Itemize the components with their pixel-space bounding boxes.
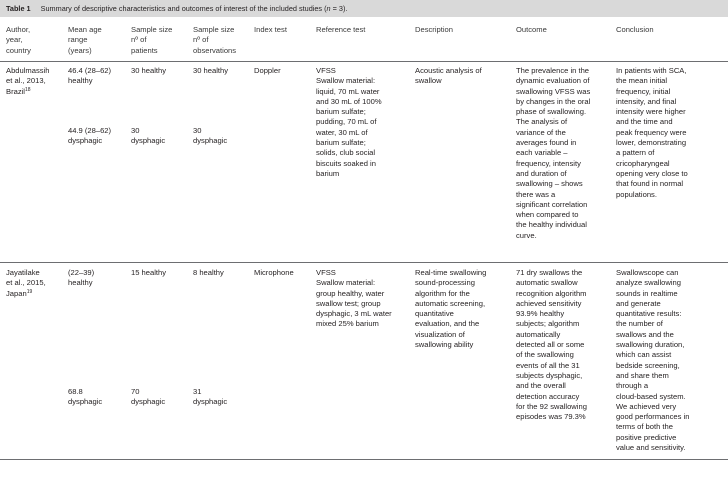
row1-description: Acoustic analysis of swallow bbox=[415, 66, 482, 86]
table-caption-bar bbox=[0, 0, 728, 17]
row1-age-dysphagic: 44.9 (28–62) dysphagic bbox=[68, 126, 112, 146]
row2-age-healthy: (22–39) healthy bbox=[68, 268, 95, 288]
table-caption bbox=[6, 4, 347, 13]
table-title-n: n bbox=[326, 4, 331, 13]
row1-index-test: Doppler bbox=[254, 66, 281, 75]
table-title: Summary of descriptive characteristics and outcomes of interest of the included studies ( bbox=[40, 4, 327, 13]
row1-obs-dysphagic: 30 dysphagic bbox=[193, 126, 228, 146]
header-n-obs: Sample size nº of observations bbox=[193, 25, 237, 55]
row2-obs-dysphagic: 31 dysphagic bbox=[193, 387, 228, 407]
row2-author-ref: 19 bbox=[26, 288, 33, 295]
row2-reference: VFSS Swallow material: group healthy, water swallow test; group dysphagic, 3 mL water mixed 25% barium bbox=[316, 268, 392, 329]
row2-patients-healthy: 15 healthy bbox=[131, 268, 167, 277]
header-divider bbox=[0, 61, 728, 62]
row1-conclusion: In patients with SCA, the mean initial frequency, initial intensity, and final intensity were higher and the time and peak frequency were lower, demonstrating a pattern of cricopharyngeal opening very close to that found in normal populations. bbox=[616, 66, 688, 199]
row1-patients-dysphagic: 30 dysphagic bbox=[131, 126, 166, 146]
row2-author bbox=[6, 268, 46, 299]
row1-author-ref: 18 bbox=[25, 86, 31, 93]
row1-age-healthy: 46.4 (28–62) healthy bbox=[68, 66, 112, 86]
row2-index-test: Microphone bbox=[254, 268, 294, 277]
row1-author bbox=[6, 66, 49, 97]
row2-age-dysphagic: 68.8 dysphagic bbox=[68, 387, 103, 407]
header-description: Description bbox=[415, 25, 453, 34]
row1-reference: VFSS Swallow material: liquid, 70 mL water and 30 mL of 100% barium sulfate; pudding, 70 mL of water, 30 mL of barium sulfate; solids, club social biscuits soaked in barium bbox=[316, 66, 382, 178]
header-n-patients: Sample size nº of patients bbox=[131, 25, 173, 55]
row2-outcome: 71 dry swallows the automatic swallow recognition algorithm achieved sensitivity 93.9% healthy subjects; algorithm automatically detected all or some of the swallowing events of all the 31 subjects dysphagic, and the overall detection accuracy for the 92 swallowing episodes was 79.3% bbox=[516, 268, 587, 422]
row2-conclusion: Swallowscope can analyze swallowing sounds in realtime and generate quantitative results: the number of swallows and the swallowing duration, which can assist bedside screening, and share them through a cloud-based system. We achieved very good performances in terms of both the positive predictive value and sensitivity. bbox=[616, 268, 690, 453]
row2-patients-dysphagic: 70 dysphagic bbox=[131, 387, 166, 407]
row2-obs-healthy: 8 healthy bbox=[193, 268, 224, 277]
header-index-test: Index test bbox=[254, 25, 287, 34]
row2-author-text: Jayatilake et al., 2015, Japan bbox=[6, 268, 46, 298]
table-bottom-rule bbox=[0, 459, 728, 460]
header-author: Author, year, country bbox=[6, 25, 31, 55]
table-title-end: = 3). bbox=[330, 4, 348, 13]
row1-author-text: Abdulmassih et al., 2013, Brazil bbox=[6, 66, 50, 96]
row-divider bbox=[0, 262, 728, 263]
header-conclusion: Conclusion bbox=[616, 25, 654, 34]
header-age: Mean age range (years) bbox=[68, 25, 102, 55]
table-label: Table 1 bbox=[6, 4, 31, 13]
row1-obs-healthy: 30 healthy bbox=[193, 66, 229, 75]
header-outcome: Outcome bbox=[516, 25, 547, 34]
row1-outcome: The prevalence in the dynamic evaluation of swallowing VFSS was by changes in the oral phase of swallowing. The analysis of variance of the averages found in each variable – frequency, intensity and duration of swallowing – shows there was a significant correlation when compared to the healthy individual curve. bbox=[516, 66, 591, 240]
header-reference: Reference test bbox=[316, 25, 366, 34]
row2-description: Real-time swallowing sound-processing algorithm for the automatic screening, quantitative evaluation, and the visualization of swallowing ability bbox=[415, 268, 487, 350]
row1-patients-healthy: 30 healthy bbox=[131, 66, 167, 75]
